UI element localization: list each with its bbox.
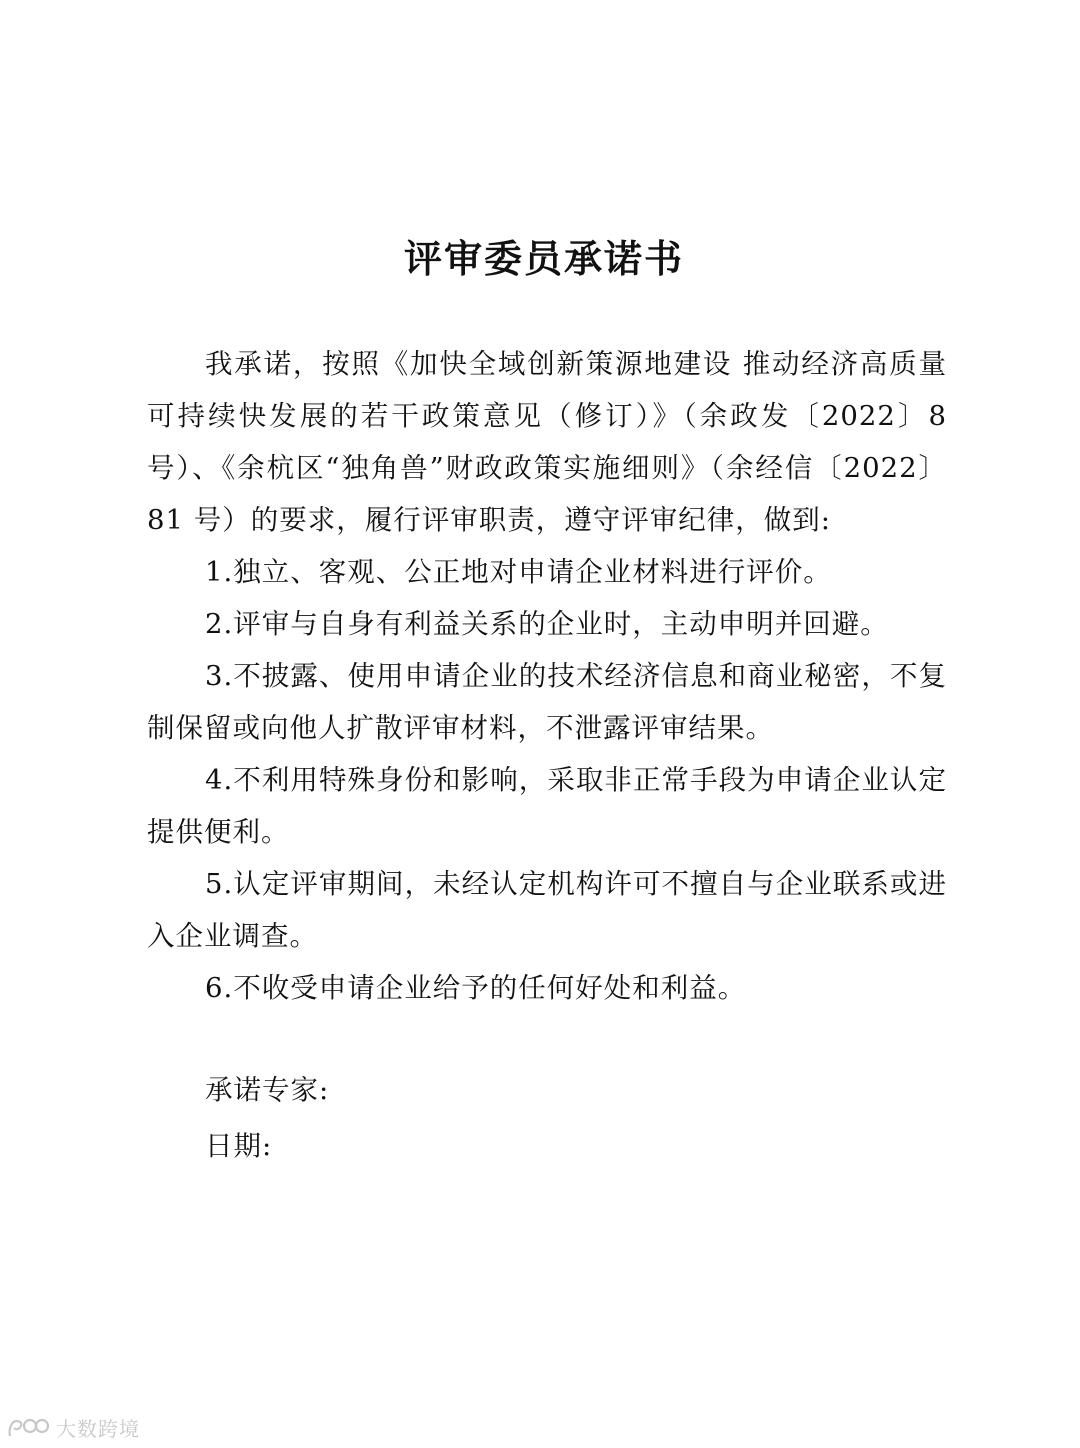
expert-label: 承诺专家: <box>205 1074 330 1106</box>
commitment-item-5: 5.认定评审期间，未经认定机构许可不擅自与企业联系或进入企业调查。 <box>147 868 947 952</box>
commitment-item-1: 1.独立、客观、公正地对申请企业材料进行评价。 <box>205 556 832 588</box>
watermark-text: 大数跨境 <box>56 1416 140 1441</box>
brand-logo-icon <box>6 1414 52 1440</box>
intro-paragraph: 我承诺，按照《加快全域创新策源地建设 推动经济高质量可持续快发展的若干政策意见（修订）》（余政发〔2022〕8 号）、《余杭区“独角兽”财政政策实施细则》（余经信〔2022〕81 号）的要求，履行评审职责，遵守评审纪律，做到: <box>147 348 947 536</box>
date-label: 日期: <box>205 1130 273 1162</box>
commitment-item-3: 3.不披露、使用申请企业的技术经济信息和商业秘密，不复制保留或向他人扩散评审材料，不泄露评审结果。 <box>147 660 947 744</box>
document-body <box>147 338 947 1014</box>
signature-block <box>205 1062 329 1174</box>
watermark <box>6 1410 140 1444</box>
commitment-item-6: 6.不收受申请企业给予的任何好处和利益。 <box>205 972 747 1004</box>
commitment-item-2: 2.评审与自身有利益关系的企业时，主动申明并回避。 <box>205 608 889 640</box>
document-title: 评审委员承诺书 <box>403 236 684 281</box>
commitment-item-4: 4.不利用特殊身份和影响，采取非正常手段为申请企业认定提供便利。 <box>147 764 947 848</box>
